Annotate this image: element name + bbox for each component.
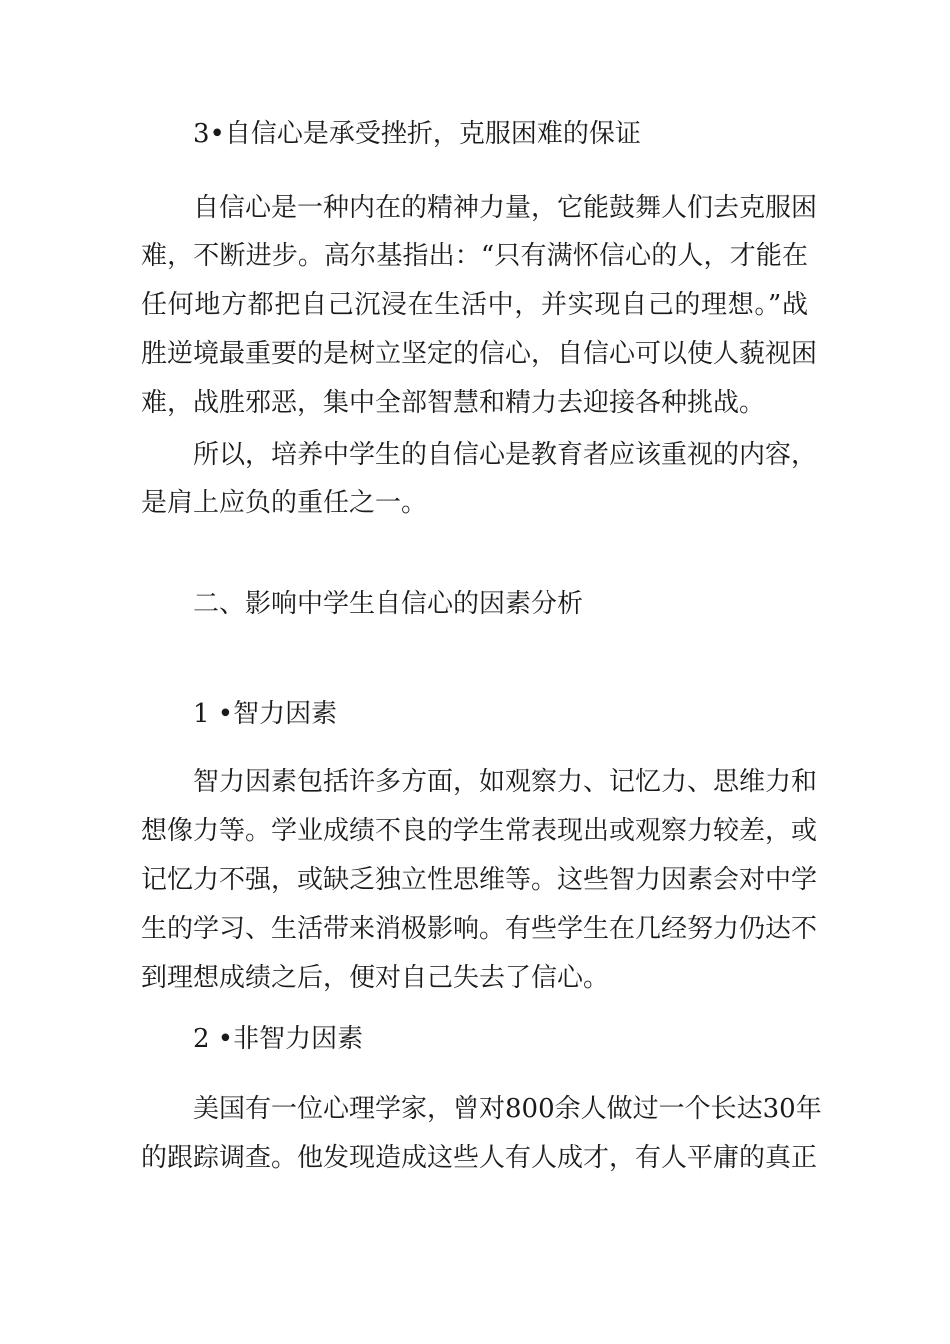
paragraph-text: 智力因素包括许多方面，如观察力、记忆力、思维力和 [193, 767, 818, 797]
paragraph-text: 生的学习、生活带来消极影响。有些学生在几经努力仍达不 [141, 914, 818, 944]
paragraph-text: 难，不断进步。高尔基指出：“只有满怀信心的人，才能在 [141, 241, 808, 271]
heading-text: 2 •非智力因素 [193, 1024, 364, 1054]
paragraph-text: 自信心是一种内在的精神力量，它能鼓舞人们去克服困 [193, 193, 818, 223]
heading-text: 3•自信心是承受挫折，克服困难的保证 [193, 119, 641, 149]
paragraph-text: 是肩上应负的重任之一。 [141, 488, 428, 518]
heading-text: 二、影响中学生自信心的因素分析 [193, 589, 584, 619]
paragraph-text: 到理想成绩之后，便对自己失去了信心。 [141, 963, 610, 993]
paragraph-text: 想像力等。学业成绩不良的学生常表现出或观察力较差，或 [141, 816, 818, 846]
paragraph-text: 的跟踪调查。他发现造成这些人有人成才，有人平庸的真正 [141, 1143, 818, 1173]
heading-text: 1 •智力因素 [193, 699, 338, 729]
paragraph-text: 胜逆境最重要的是树立坚定的信心，自信心可以使人藐视困 [141, 339, 818, 369]
paragraph-text: 难，战胜邪恶，集中全部智慧和精力去迎接各种挑战。 [141, 388, 766, 418]
paragraph-text: 美国有一位心理学家，曾对800余人做过一个长达30年 [193, 1094, 822, 1124]
paragraph-text: 任何地方都把自己沉浸在生活中，并实现自己的理想。”战 [141, 290, 808, 320]
paragraph-text: 所以，培养中学生的自信心是教育者应该重视的内容， [193, 440, 818, 470]
paragraph-text: 记忆力不强，或缺乏独立性思维等。这些智力因素会对中学 [141, 865, 818, 895]
